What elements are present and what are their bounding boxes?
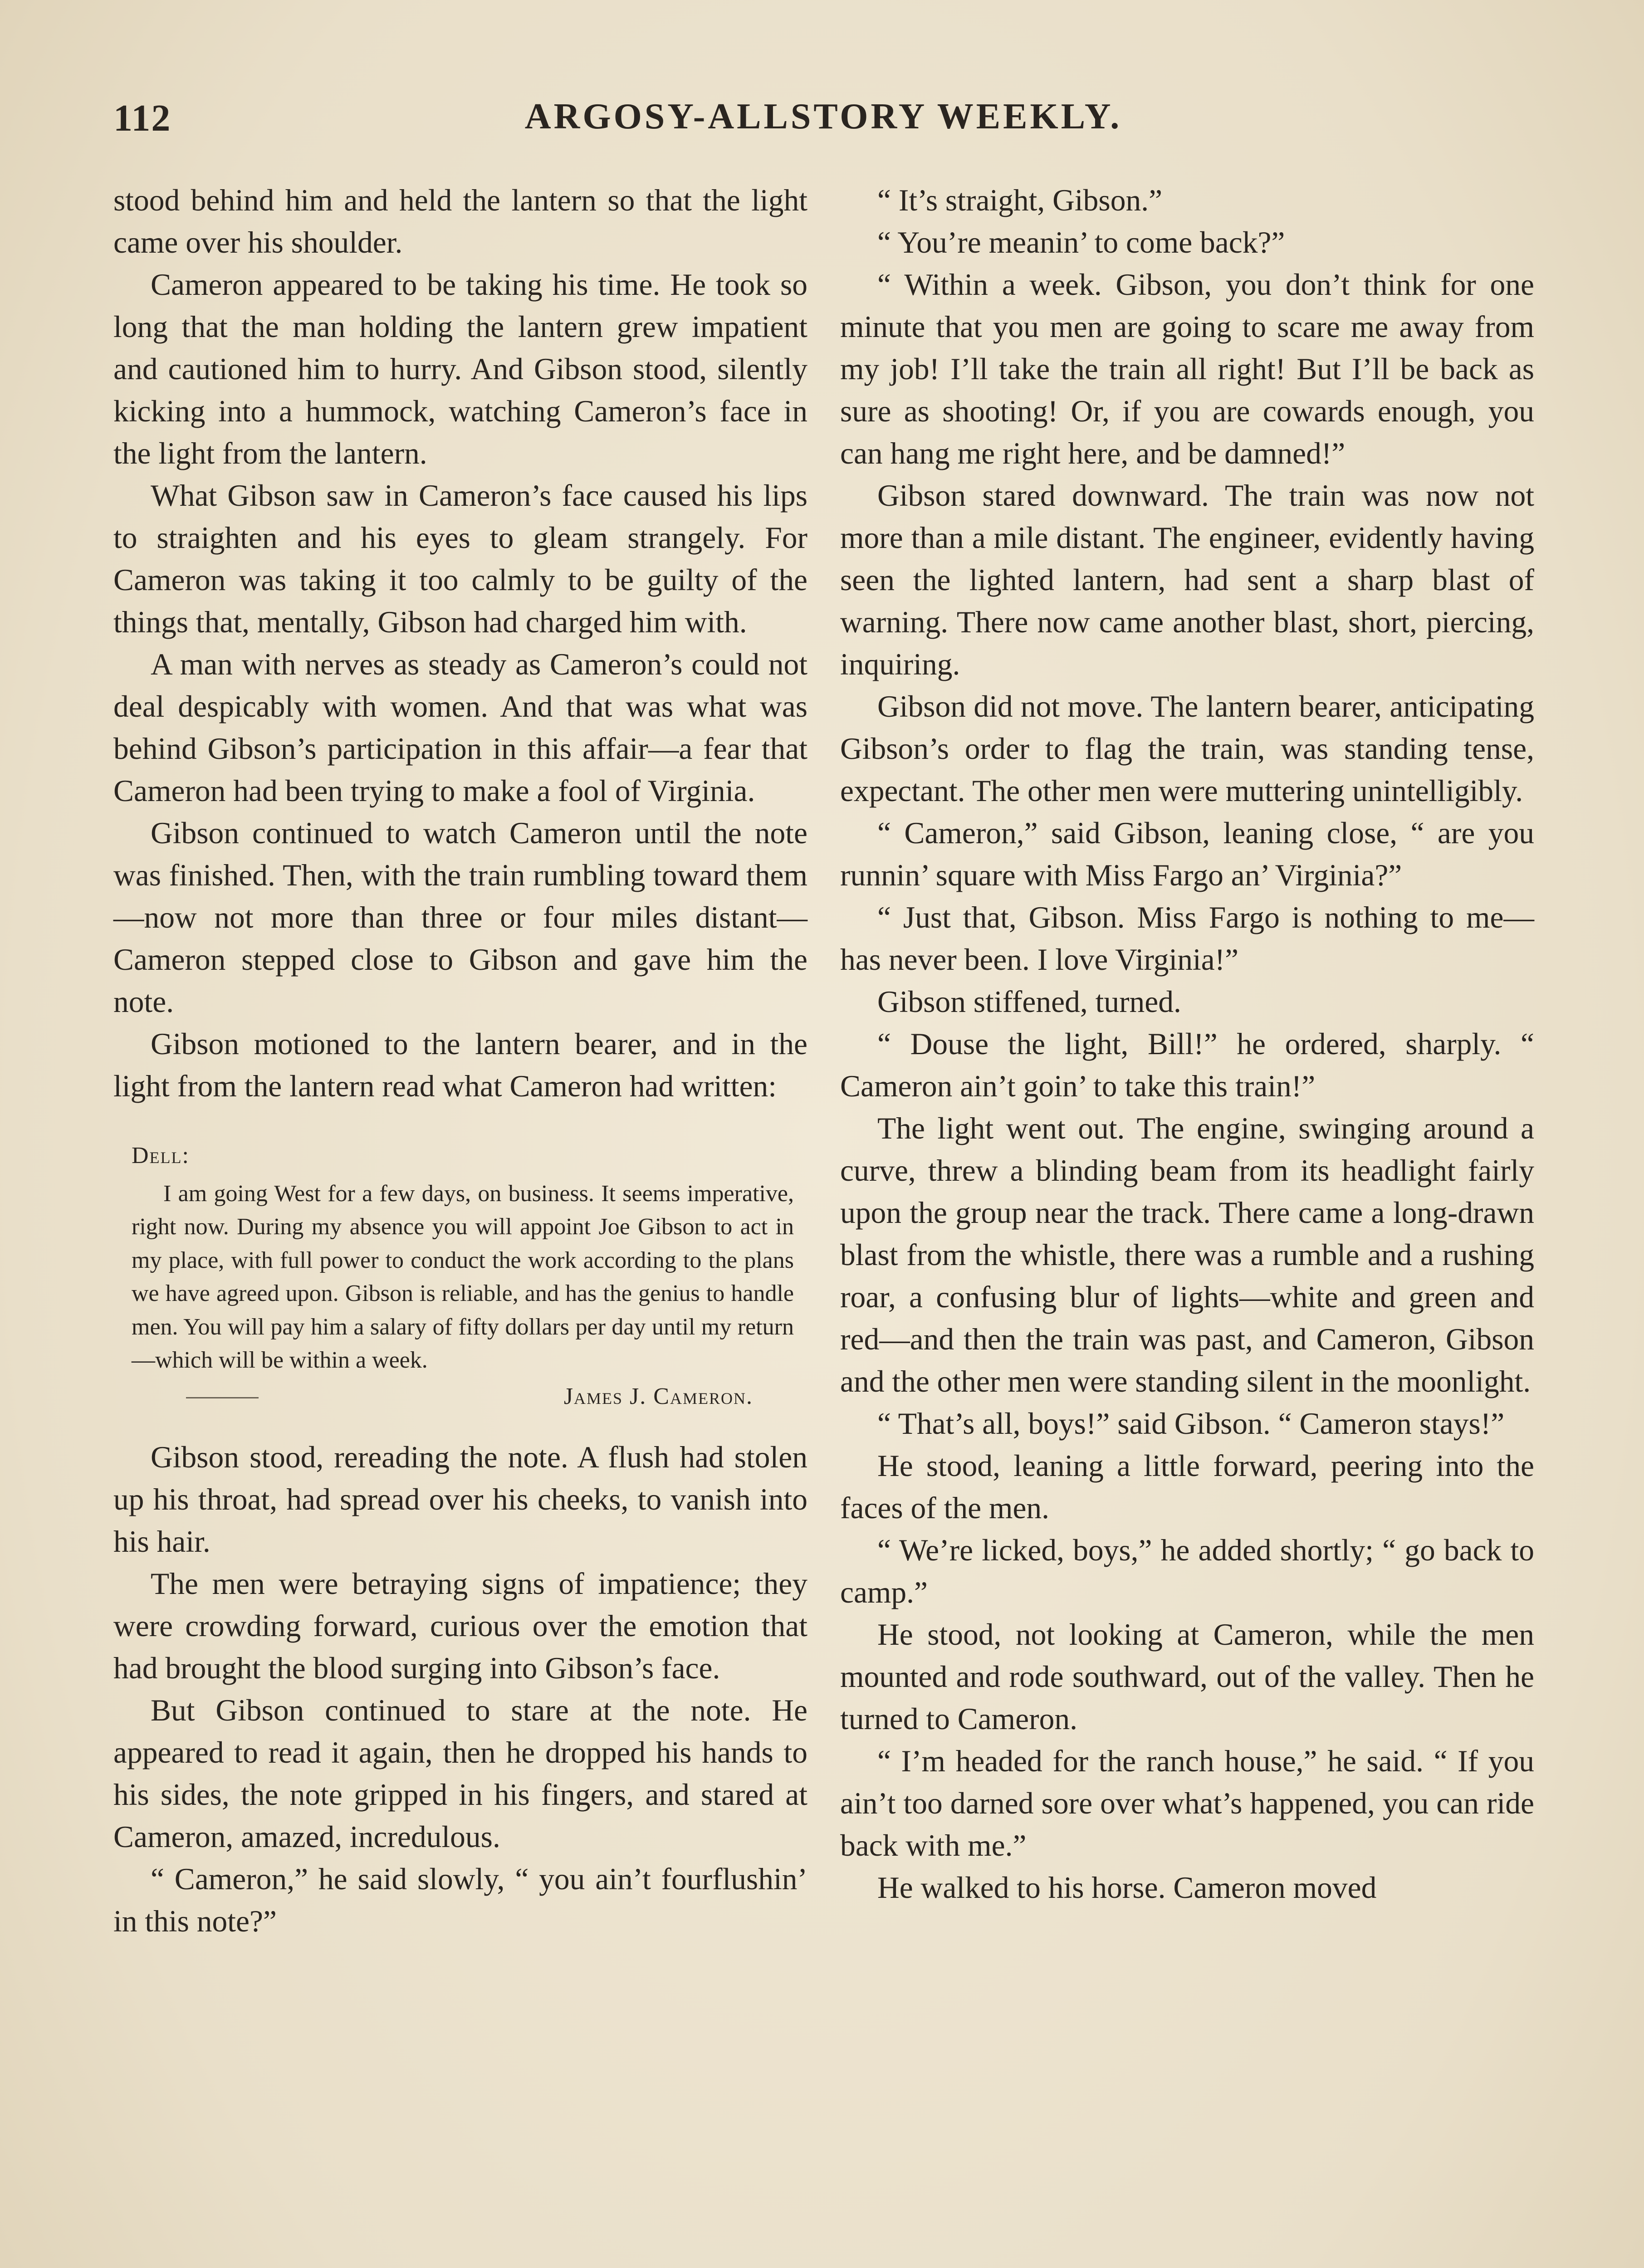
paragraph: “ I’m headed for the ranch house,” he said. “ If you ain’t too darned sore over what’s happened, you can ride back with me.”	[840, 1744, 1534, 1862]
paragraph: “ Just that, Gibson. Miss Fargo is nothing to me—has never been. I love Virginia!”	[840, 900, 1534, 977]
paragraph: The men were betraying signs of impatience; they were crowding forward, curious over the emotion that had brought the blood surging into Gibson’s face.	[113, 1566, 807, 1685]
paragraph: He walked to his horse. Cameron moved	[877, 1871, 1377, 1905]
paragraph: “ Within a week. Gibson, you don’t think for one minute that you men are going to scare me away from my job! I’ll take the train all right! But I’ll be back as sure as shooting! Or, if you are cowards enough, you can hang me right here, and be damned!”	[840, 268, 1534, 470]
page-number: 112	[113, 97, 171, 139]
paragraph: “ We’re licked, boys,” he added shortly; “ go back to camp.”	[840, 1533, 1534, 1609]
paragraph: A man with nerves as steady as Cameron’s could not deal despicably with women. And that was what was behind Gibson’s participation in this affair—a fear that Cameron had been trying to make a fool of Virginia.	[113, 647, 807, 808]
paragraph: “ That’s all, boys!” said Gibson. “ Cameron stays!”	[877, 1407, 1505, 1441]
paragraph: Gibson stiffened, turned.	[877, 985, 1181, 1019]
page-header	[113, 96, 1533, 146]
paragraph: What Gibson saw in Cameron’s face caused his lips to straighten and his eyes to gleam strangely. For Cameron was taking it too calmly to be guilty of the things that, mentally, Gibson had charged him with.	[113, 479, 807, 639]
paragraph: He stood, leaning a little forward, peering into the faces of the men.	[840, 1449, 1534, 1525]
paragraph: Gibson continued to watch Cameron until the note was finished. Then, with the train rumbling toward them—now not more than three or four miles distant—Cameron stepped close to Gibson and gave him the note.	[113, 816, 807, 1019]
paragraph: “ Cameron,” said Gibson, leaning close, “ are you runnin’ square with Miss Fargo an’ Virginia?”	[840, 816, 1534, 892]
note-salutation: Dell:	[132, 1143, 190, 1168]
paragraph: Cameron appeared to be taking his time. He took so long that the man holding the lantern grew impatient and cautioned him to hurry. And Gibson stood, silently kicking into a hummock, watching Cameron’s face in the light from the lantern.	[113, 268, 807, 470]
paragraph: Gibson stood, rereading the note. A flush had stolen up his throat, had spread over his cheeks, to vanish into his hair.	[113, 1440, 807, 1559]
right-column	[840, 179, 1534, 1909]
paragraph: Gibson stared downward. The train was now not more than a mile distant. The engineer, evidently having seen the lighted lantern, had sent a sharp blast of warning. There now came another blast, short, piercing, inquiring.	[840, 479, 1534, 681]
paragraph: “ Cameron,” he said slowly, “ you ain’t fourflushin’ in this note?”	[113, 1862, 807, 1938]
paragraph: Gibson did not move. The lantern bearer, anticipating Gibson’s order to flag the train, was standing tense, expectant. The other men were muttering unintelligibly.	[840, 689, 1534, 808]
running-head: ARGOSY-ALLSTORY WEEKLY.	[524, 97, 1122, 137]
paragraph: He stood, not looking at Cameron, while the men mounted and rode southward, out of the valley. Then he turned to Cameron.	[840, 1618, 1534, 1736]
left-column	[113, 179, 807, 1942]
paragraph: But Gibson continued to stare at the note. He appeared to read it again, then he dropped his hands to his sides, the note gripped in his fingers, and stared at Cameron, amazed, incredulous.	[113, 1693, 807, 1854]
paragraph: Gibson motioned to the lantern bearer, and in the light from the lantern read what Cameron had written:	[113, 1027, 807, 1103]
paragraph: “ It’s straight, Gibson.”	[877, 183, 1163, 217]
paragraph: “ Douse the light, Bill!” he ordered, sharply. “ Cameron ain’t goin’ to take this train!”	[840, 1027, 1534, 1103]
paragraph: “ You’re meanin’ to come back?”	[877, 225, 1285, 259]
note-signature: James J. Cameron.	[563, 1383, 753, 1409]
paragraph: stood behind him and held the lantern so that the light came over his shoulder.	[113, 183, 807, 259]
paragraph: The light went out. The engine, swinging around a curve, threw a blinding beam from its headlight fairly upon the group near the track. There came a long-drawn blast from the whistle, there was a rumble and a rushing roar, a confusing blur of lights—white and green and red—and then the train was past, and Cameron, Gibson and the other men were standing silent in the moonlight.	[840, 1111, 1534, 1398]
quoted-note	[113, 1139, 807, 1413]
note-signature-row	[113, 1380, 807, 1413]
signature-rule	[186, 1397, 259, 1398]
note-body: I am going West for a few days, on business. It seems imperative, right now. During my absence you will appoint Joe Gibson to act in my place, with full power to conduct the work according to the plans we have agreed upon. Gibson is reliable, and has the genius to handle men. You will pay him a salary of fifty dollars per day until my return—which will be within a week.	[132, 1180, 794, 1373]
